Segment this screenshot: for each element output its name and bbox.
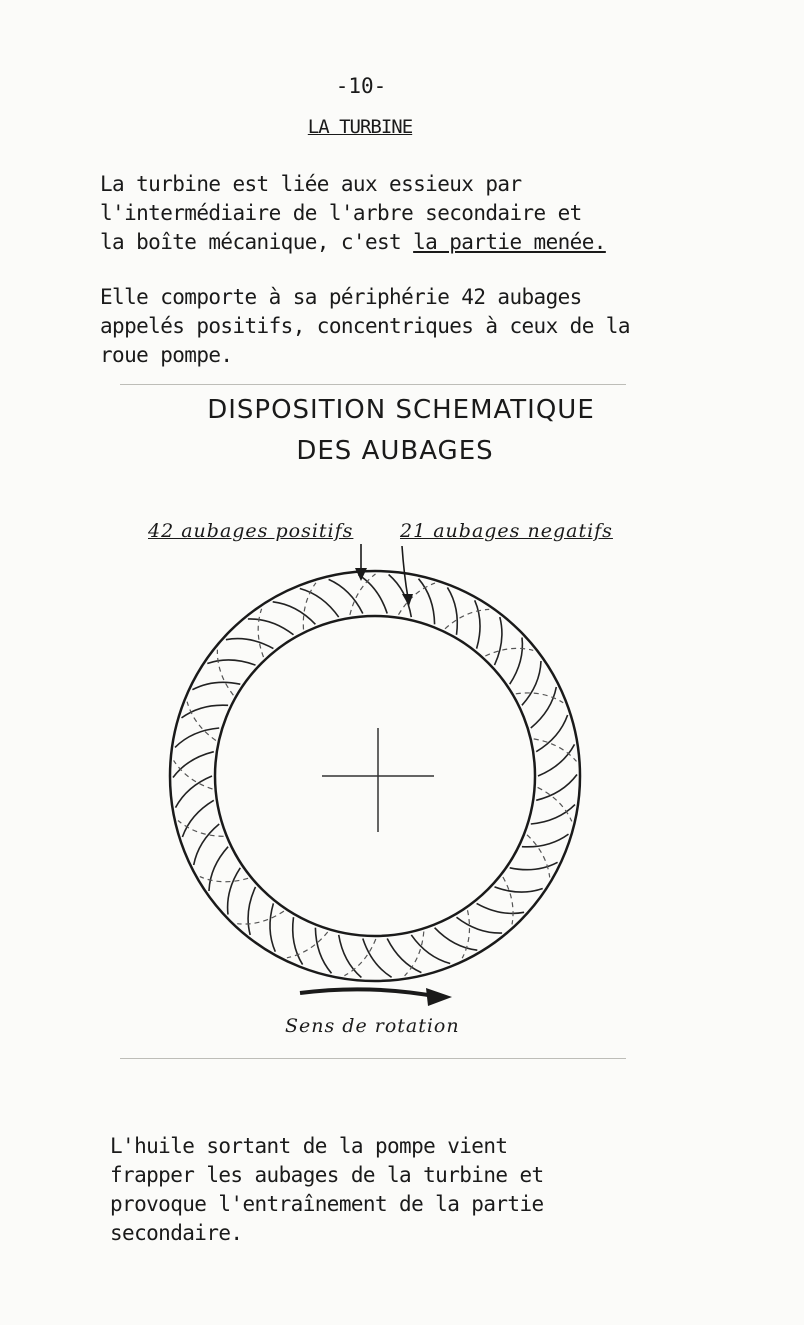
positive-blade xyxy=(435,928,478,951)
positive-blade xyxy=(173,752,214,778)
negative-blade xyxy=(258,609,263,657)
negative-blade xyxy=(200,877,248,882)
label-positive-blades: 42 aubages positifs xyxy=(148,520,354,542)
negative-blade xyxy=(503,877,513,924)
p3-line4: secondaire. xyxy=(110,1221,243,1245)
positive-blade xyxy=(209,847,228,891)
rotation-arrow-head xyxy=(426,988,452,1006)
negative-blade xyxy=(350,574,376,615)
positive-blade xyxy=(329,579,363,613)
positive-blade xyxy=(293,917,303,964)
rotation-arrow-shaft xyxy=(300,989,440,997)
p2-line3: roue pompe. xyxy=(100,343,233,367)
positive-blade xyxy=(192,682,240,689)
p1-line1: La turbine est liée aux essieux par xyxy=(100,172,522,196)
positive-blade xyxy=(273,602,316,625)
negative-blades xyxy=(174,574,577,976)
positive-blade xyxy=(363,939,392,978)
negative-blade xyxy=(445,609,489,628)
negative-blade xyxy=(178,821,224,837)
positive-blade xyxy=(522,661,541,705)
positive-blade xyxy=(182,705,229,718)
positive-blade xyxy=(510,638,523,685)
positive-blade xyxy=(495,617,502,665)
positive-blade xyxy=(538,744,575,776)
positive-blade xyxy=(300,589,339,618)
positive-blade xyxy=(475,600,480,648)
positive-blade xyxy=(447,587,457,634)
positive-blade xyxy=(536,775,577,801)
positive-blade xyxy=(248,619,294,635)
positive-blade xyxy=(457,917,503,933)
negative-blade xyxy=(174,760,213,789)
p2-line2: appelés positifs, concentriques à ceux de la xyxy=(100,314,630,338)
positive-blade xyxy=(495,887,543,892)
label-negative-blades: 21 aubages negatifs xyxy=(400,520,613,542)
positive-blade xyxy=(536,715,567,752)
page-number: -10- xyxy=(335,74,387,98)
label-rotation-direction: Sens de rotation xyxy=(285,1015,460,1037)
negative-blade xyxy=(485,648,533,656)
positive-blade xyxy=(270,903,275,951)
p2-line1: Elle comporte à sa périphérie 42 aubages xyxy=(100,285,582,309)
positive-blade xyxy=(358,575,387,614)
positive-blade xyxy=(531,805,575,824)
p3-line2: frapper les aubages de la turbine et xyxy=(110,1163,544,1187)
positive-blade xyxy=(510,862,558,869)
negative-blade xyxy=(237,911,284,924)
p1-line3-pre: la boîte mécanique, c'est xyxy=(100,230,414,254)
positive-blade xyxy=(339,935,362,978)
p1-line2: l'intermédiaire de l'arbre secondaire et xyxy=(100,201,582,225)
positive-blade xyxy=(182,800,213,837)
figure-title-line2: DES AUBAGES xyxy=(296,436,494,466)
positive-blade xyxy=(387,939,421,973)
positive-blade xyxy=(477,903,524,913)
positive-blade xyxy=(228,868,241,915)
positive-blade xyxy=(194,824,220,865)
negative-blade xyxy=(462,910,469,958)
positive-blade xyxy=(315,928,331,974)
positive-blade xyxy=(411,935,450,964)
negative-blade xyxy=(527,835,550,878)
negative-blade xyxy=(538,787,572,821)
p3-line1: L'huile sortant de la pompe vient xyxy=(110,1134,508,1158)
p3-line3: provoque l'entraînement de la partie xyxy=(110,1192,544,1216)
positive-blade xyxy=(207,660,255,665)
figure-title-line1: DISPOSITION SCHEMATIQUE xyxy=(207,395,595,425)
positive-blade xyxy=(248,887,255,935)
p1-line3-emph: la partie menée. xyxy=(413,230,606,254)
negative-blade xyxy=(516,693,563,703)
positive-blade xyxy=(226,639,274,649)
paragraph-oil-flow xyxy=(110,1132,544,1248)
positive-blade xyxy=(419,579,435,625)
negative-blade xyxy=(217,650,233,696)
section-title: LA TURBINE xyxy=(307,116,413,138)
